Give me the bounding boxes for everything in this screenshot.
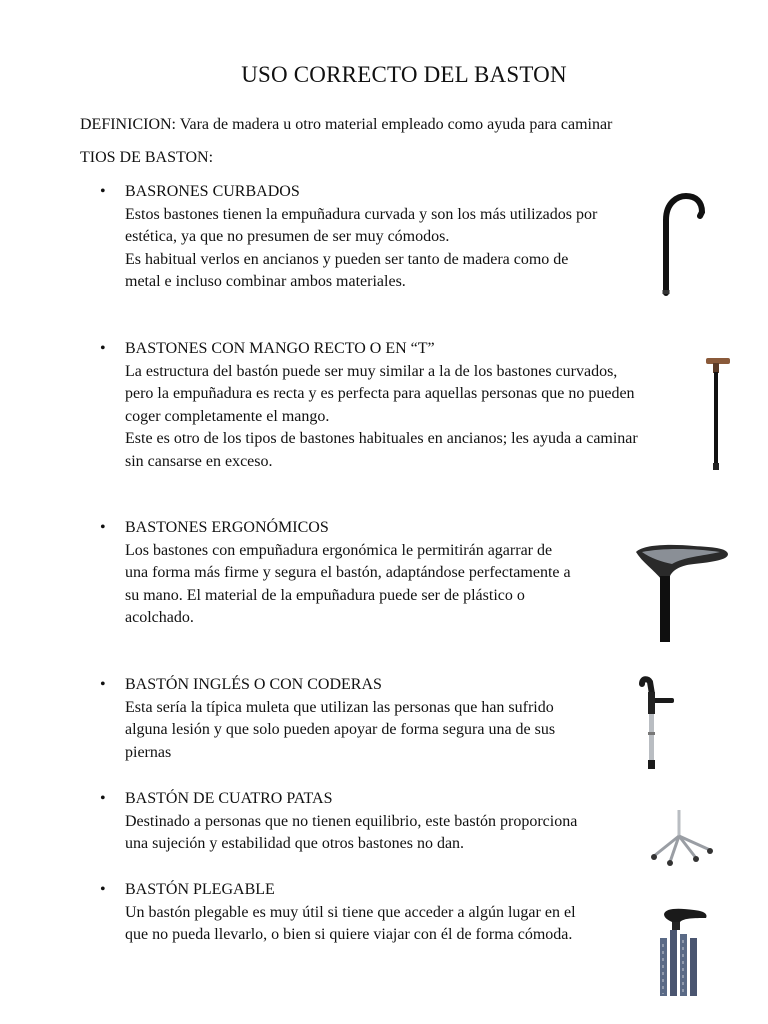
ergonomic-cane-icon [632,540,732,642]
item-line: Estos bastones tienen la empuñadura curvada y son los más utilizados por [125,205,598,223]
item-line: una sujeción y estabilidad que otros bastones no dan. [125,835,465,852]
item-line: una forma más firme y segura el bastón, adaptándose perfectamente a [125,564,571,581]
bullet: • [100,790,106,807]
item-heading: BASTONES CON MANGO RECTO O EN “T” [125,340,435,357]
item-line: Un bastón plegable es muy útil si tiene que acceder a algún lugar en el [125,903,576,921]
item-line: pero la empuñadura es recta y es perfecta para aquellas personas que no pueden [125,385,635,402]
list-item-text [125,338,638,473]
item-line: Es habitual verlos en ancianos y pueden ser tanto de madera como de [125,250,569,268]
item-line: acolchado. [125,609,194,626]
item-line: coger completamente el mango. [125,407,330,425]
item-line: Esta sería la típica muleta que utilizan las personas que han sufrido [125,698,554,716]
list-item-text [125,674,555,764]
list-item-text [125,879,576,947]
folding-cane-icon [654,904,710,998]
quad-cane-icon [648,810,714,866]
item-heading: BASTÓN PLEGABLE [125,881,275,898]
bullet: • [100,676,106,693]
bullet: • [100,519,106,536]
item-heading: BASTÓN DE CUATRO PATAS [125,790,333,807]
page-title: USO CORRECTO DEL BASTON [241,62,567,87]
types-heading: TIOS DE BASTON: [80,149,214,166]
item-line: La estructura del bastón puede ser muy similar a la de los bastones curvados, [125,362,618,380]
item-line: metal e incluso combinar ambos materiales. [125,273,406,290]
bullet: • [100,183,106,200]
item-line: piernas [125,743,172,761]
item-line: Destinado a personas que no tienen equilibrio, este bastón proporciona [125,812,578,830]
item-line: alguna lesión y que solo pueden apoyar de forma segura una de sus [125,721,556,738]
item-line: su mano. El material de la empuñadura puede ser de plástico o [125,586,525,604]
bullet: • [100,881,106,898]
item-line: estética, ya que no presumen de ser muy cómodos. [125,228,450,245]
item-heading: BASTÓN INGLÉS O CON CODERAS [125,676,382,693]
forearm-crutch-icon [636,676,678,770]
curved-cane-icon [652,190,708,296]
item-line: Este es otro de los tipos de bastones habituales en ancianos; les ayuda a caminar [125,430,638,447]
item-heading: BASRONES CURBADOS [125,183,300,200]
list-item-text [125,181,597,294]
t-handle-cane-icon [700,355,734,473]
list-item-text [125,788,577,856]
item-line: que no pueda llevarlo, o bien si quiere viajar con él de forma cómoda. [125,926,573,943]
definition-paragraph: DEFINICION: Vara de madera u otro material empleado como ayuda para caminar [80,116,613,133]
item-line: sin cansarse en exceso. [125,452,273,470]
item-heading: BASTONES ERGONÓMICOS [125,519,329,536]
list-item-text [125,517,571,630]
item-line: Los bastones con empuñadura ergonómica le permitirán agarrar de [125,541,553,559]
bullet: • [100,340,106,357]
